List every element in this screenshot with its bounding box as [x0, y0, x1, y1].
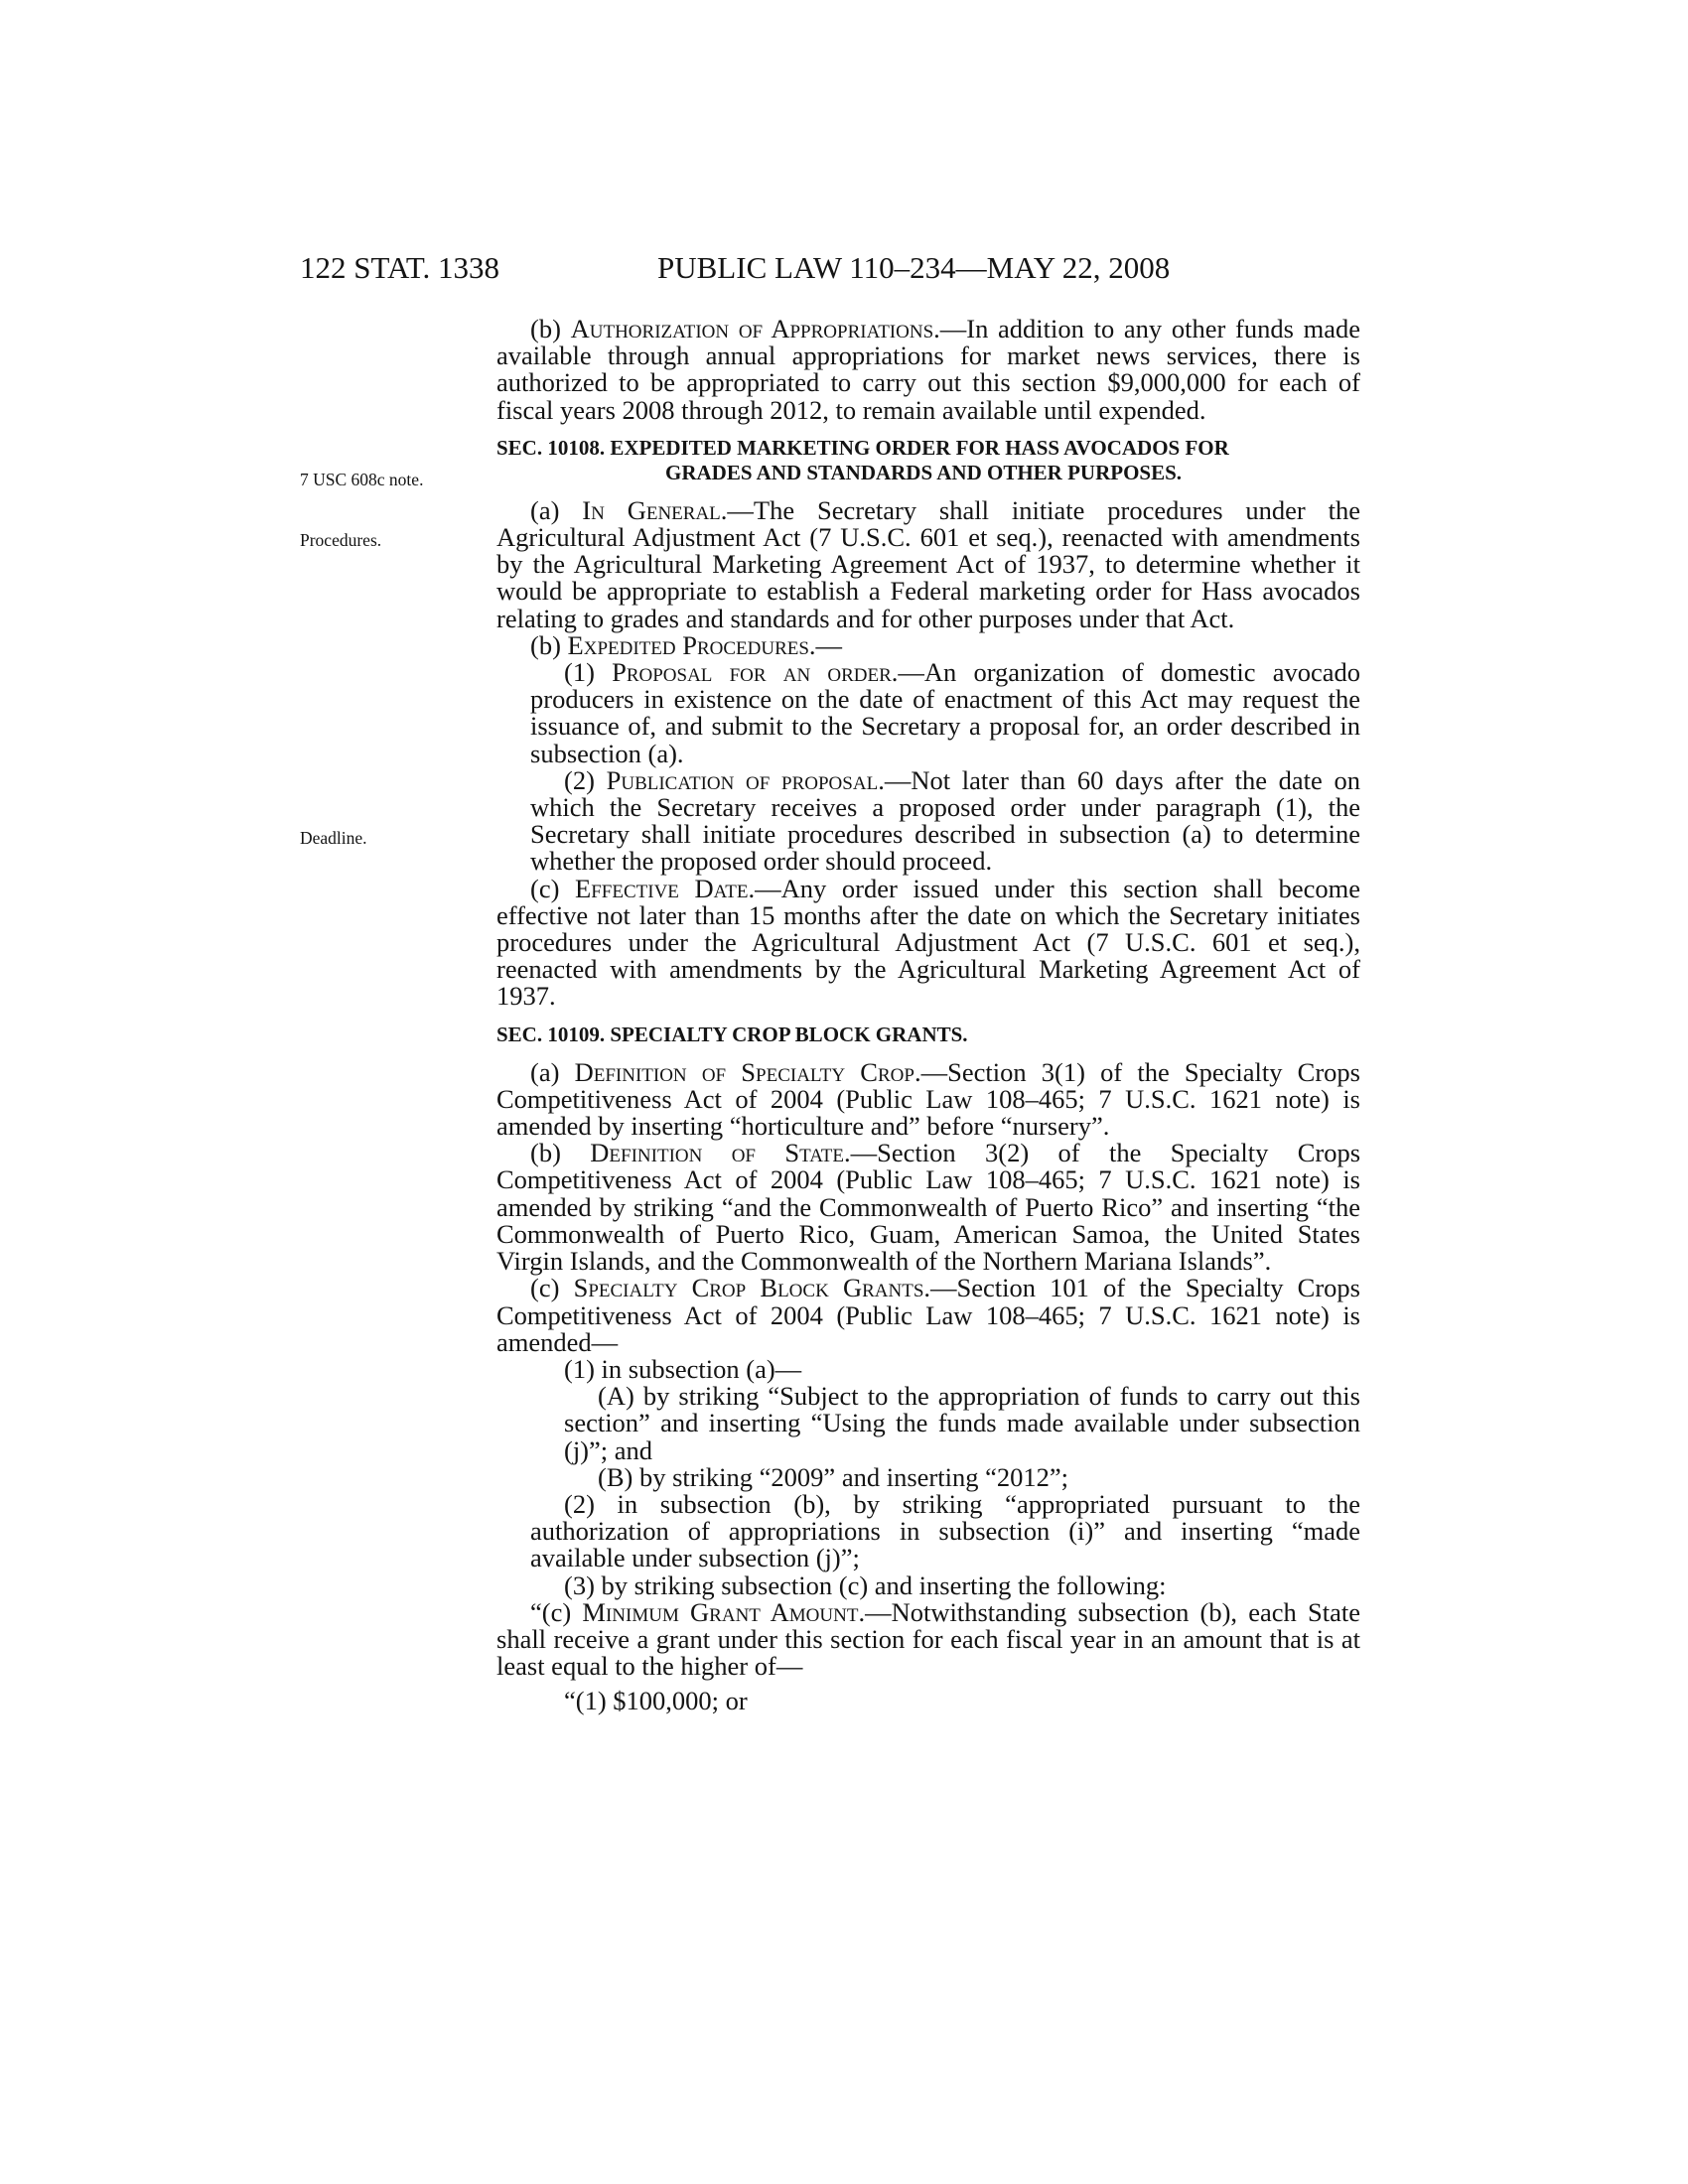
section-heading-10108: SEC. 10108. EXPEDITED MARKETING ORDER FOR HASS AVOCADOS FOR GRADES AND STANDARDS AND OTHER PURPOSES. — [496, 435, 1229, 484]
subsection-heading: Minimum Grant Amount — [582, 1596, 859, 1627]
minimum-grant-amount: “(c) Minimum Grant Amount.—Notwithstanding subsection (b), each State shall receive a grant under this section for each fiscal year in an amount that is at least equal to the higher of— — [496, 1596, 1360, 1682]
sec10109-subsection-c: (c) Specialty Crop Block Grants.—Section 101 of the Specialty Crops Competitiveness Act of 2004 (Public Law 108–465; 7 U.S.C. 1621 note) is amended— — [496, 1273, 1360, 1357]
subsection-heading: Expedited Procedures — [567, 629, 809, 660]
subsection-heading: Authorization of Appropriations — [570, 314, 934, 343]
sec10108-subsection-b: (b) Expedited Procedures.— — [530, 629, 843, 660]
sec10109-paragraph-c2: (2) in subsection (b), by striking “appropriated pursuant to the authorization of appropriations in subsection (i)” and inserting “made available under subsection (j)”; — [530, 1488, 1360, 1573]
subsection-heading: In General — [582, 494, 721, 525]
page-citation: 122 STAT. 1338 — [300, 250, 500, 285]
subsection-heading: Definition of Specialty Crop — [574, 1056, 914, 1087]
margin-note-procedures: Procedures. — [300, 530, 382, 550]
paragraph-heading: Publication of proposal — [606, 764, 879, 795]
subsection-heading: Specialty Crop Block Grants — [573, 1273, 924, 1303]
sec10109-subparagraph-c1B: (B) by striking “2009” and inserting “2012”; — [598, 1461, 1068, 1492]
margin-note-usc: 7 USC 608c note. — [300, 470, 424, 489]
sec10109-paragraph-c3: (3) by striking subsection (c) and inserting the following: — [564, 1570, 1167, 1600]
sec10109-subparagraph-c1A: (A) by striking “Subject to the appropriation of funds to carry out this section” and inserting “Using the funds made available under subsection (j)”; and — [564, 1381, 1360, 1465]
paragraph-heading: Proposal for an order — [612, 657, 892, 688]
sec10109-subsection-a: (a) Definition of Specialty Crop.—Section 3(1) of the Specialty Crops Competitiveness Act of 2004 (Public Law 108–465; 7 U.S.C. 1621 note) is amended by inserting “horticulture and” before “nursery”. — [496, 1056, 1360, 1142]
sec10109-subsection-b: (b) Definition of State.—Section 3(2) of the Specialty Crops Competitiveness Act of 2004 (Public Law 108–465; 7 U.S.C. 1621 note) is amended by striking “and the Commonwealth of Puerto Rico” and inserting “the Commonwealth of Puerto Rico, Guam, American Samoa, the United States Virgin Islands, and the Commonwealth of the Northern Mariana Islands”. — [496, 1138, 1361, 1277]
subsection-heading: Definition of State — [590, 1138, 845, 1168]
subsection-heading: Effective Date — [575, 873, 749, 903]
margin-note-deadline: Deadline. — [300, 828, 367, 848]
sec10108-subsection-c: (c) Effective Date.—Any order issued under this section shall become effective not later than 15 months after the date on which the Secretary initiates procedures under the Agricultural Adjustment Act (7 U.S.C. 601 et seq.), reenacted with amendments by the Agricultural Marketing Agreement Act of 1937. — [496, 873, 1360, 1012]
sec10108-paragraph-b2: (2) Publication of proposal.—Not later than 60 days after the date on which the Secretary receives a proposed order under paragraph (1), the Secretary shall initiate procedures described in subsection (a) to determine whether the proposed order should proceed. — [530, 764, 1360, 877]
authorization-of-appropriations: (b) Authorization of Appropriations.—In addition to any other funds made available through annual appropriations for market news services, there is authorized to be appropriated to carry out this section $9,000,000 for each of fiscal years 2008 through 2012, to remain available until expended. — [496, 314, 1360, 425]
sec10108-paragraph-b1: (1) Proposal for an order.—An organization of domestic avocado producers in existence on the date of enactment of this Act may request the issuance of, and submit to the Secretary a proposal for, an order described in subsection (a). — [530, 657, 1360, 768]
section-heading-10109: SEC. 10109. SPECIALTY CROP BLOCK GRANTS. — [496, 1022, 968, 1046]
running-header: PUBLIC LAW 110–234—MAY 22, 2008 — [657, 250, 1171, 285]
sec10108-subsection-a: (a) In General.—The Secretary shall initiate procedures under the Agricultural Adjustment Act (7 U.S.C. 601 et seq.), reenacted with amendments by the Agricultural Marketing Agreement Act of 1937, to determine whether it would be appropriate to establish a Federal marketing order for Hass avocados relating to grades and standards and for other purposes under that Act. — [496, 494, 1361, 633]
statute-text — [496, 316, 1360, 1715]
minimum-grant-paragraph-1: “(1) $100,000; or — [564, 1686, 748, 1716]
sec10109-paragraph-c1: (1) in subsection (a)— — [564, 1353, 802, 1384]
